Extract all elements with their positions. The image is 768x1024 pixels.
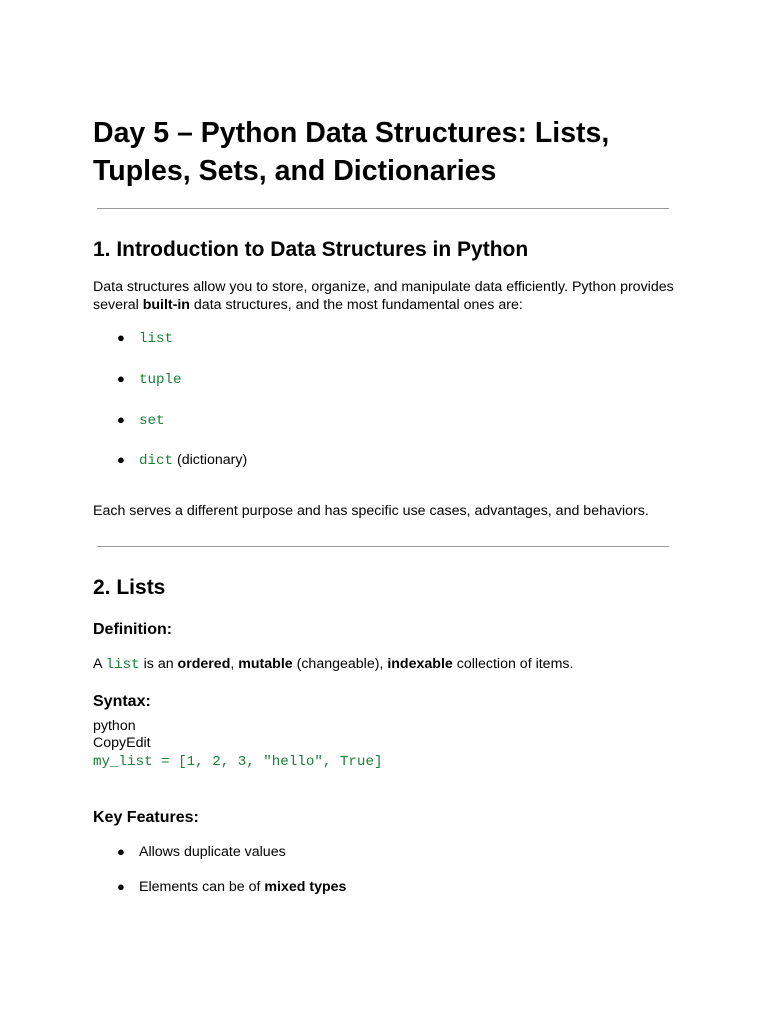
code-dict: dict — [139, 453, 174, 469]
list-item — [139, 878, 346, 896]
intro-paragraph-line-1: Data structures allow you to store, organize, and manipulate data efficiently. Python provides — [93, 279, 674, 295]
closing-paragraph: Each serves a different purpose and has specific use cases, advantages, and behaviors. — [93, 503, 649, 519]
ordered-emphasis: ordered — [177, 656, 231, 672]
list-item — [139, 451, 247, 470]
definition-text: (changeable), — [292, 656, 388, 672]
code-block: my_list = [1, 2, 3, "hello", True] — [93, 754, 383, 770]
list-item — [139, 411, 165, 430]
feature-emphasis: mixed types — [264, 879, 347, 895]
built-in-emphasis: built-in — [142, 297, 190, 313]
intro-text: several — [93, 297, 143, 313]
intro-paragraph-line-2 — [93, 296, 523, 314]
key-features-heading: Key Features: — [93, 809, 199, 826]
code-list: list — [139, 331, 174, 347]
list-item-note: (dictionary) — [173, 452, 248, 468]
divider — [97, 546, 669, 547]
list-item — [139, 329, 173, 348]
bullet-icon: ● — [117, 879, 125, 894]
section-2-heading: 2. Lists — [93, 576, 166, 599]
bullet-icon: ● — [117, 412, 125, 427]
feature-text: Allows duplicate values — [139, 844, 286, 860]
code-set: set — [139, 413, 165, 429]
mutable-emphasis: mutable — [238, 656, 293, 672]
definition-paragraph — [93, 655, 573, 674]
code-language-label: python — [93, 718, 136, 734]
code-list-inline: list — [105, 657, 140, 673]
intro-text-rest: data structures, and the most fundamental ones are: — [189, 297, 523, 313]
copy-edit-button[interactable]: CopyEdit — [93, 735, 151, 751]
syntax-heading: Syntax: — [93, 693, 151, 710]
definition-text: is an — [139, 656, 178, 672]
list-item — [139, 370, 182, 389]
bullet-icon: ● — [117, 844, 125, 859]
indexable-emphasis: indexable — [387, 656, 453, 672]
bullet-icon: ● — [117, 371, 125, 386]
list-item — [139, 843, 286, 861]
bullet-icon: ● — [117, 452, 125, 467]
definition-text: , — [230, 656, 239, 672]
definition-text: collection of items. — [452, 656, 574, 672]
definition-heading: Definition: — [93, 621, 173, 638]
section-1-heading: 1. Introduction to Data Structures in Python — [93, 238, 529, 261]
definition-text: A — [93, 656, 106, 672]
divider — [97, 208, 669, 209]
document-title: Day 5 – Python Data Structures: Lists, Tuples, Sets, and Dictionaries — [93, 117, 610, 187]
code-tuple: tuple — [139, 372, 182, 388]
bullet-icon: ● — [117, 330, 125, 345]
feature-text: Elements can be of — [139, 879, 265, 895]
